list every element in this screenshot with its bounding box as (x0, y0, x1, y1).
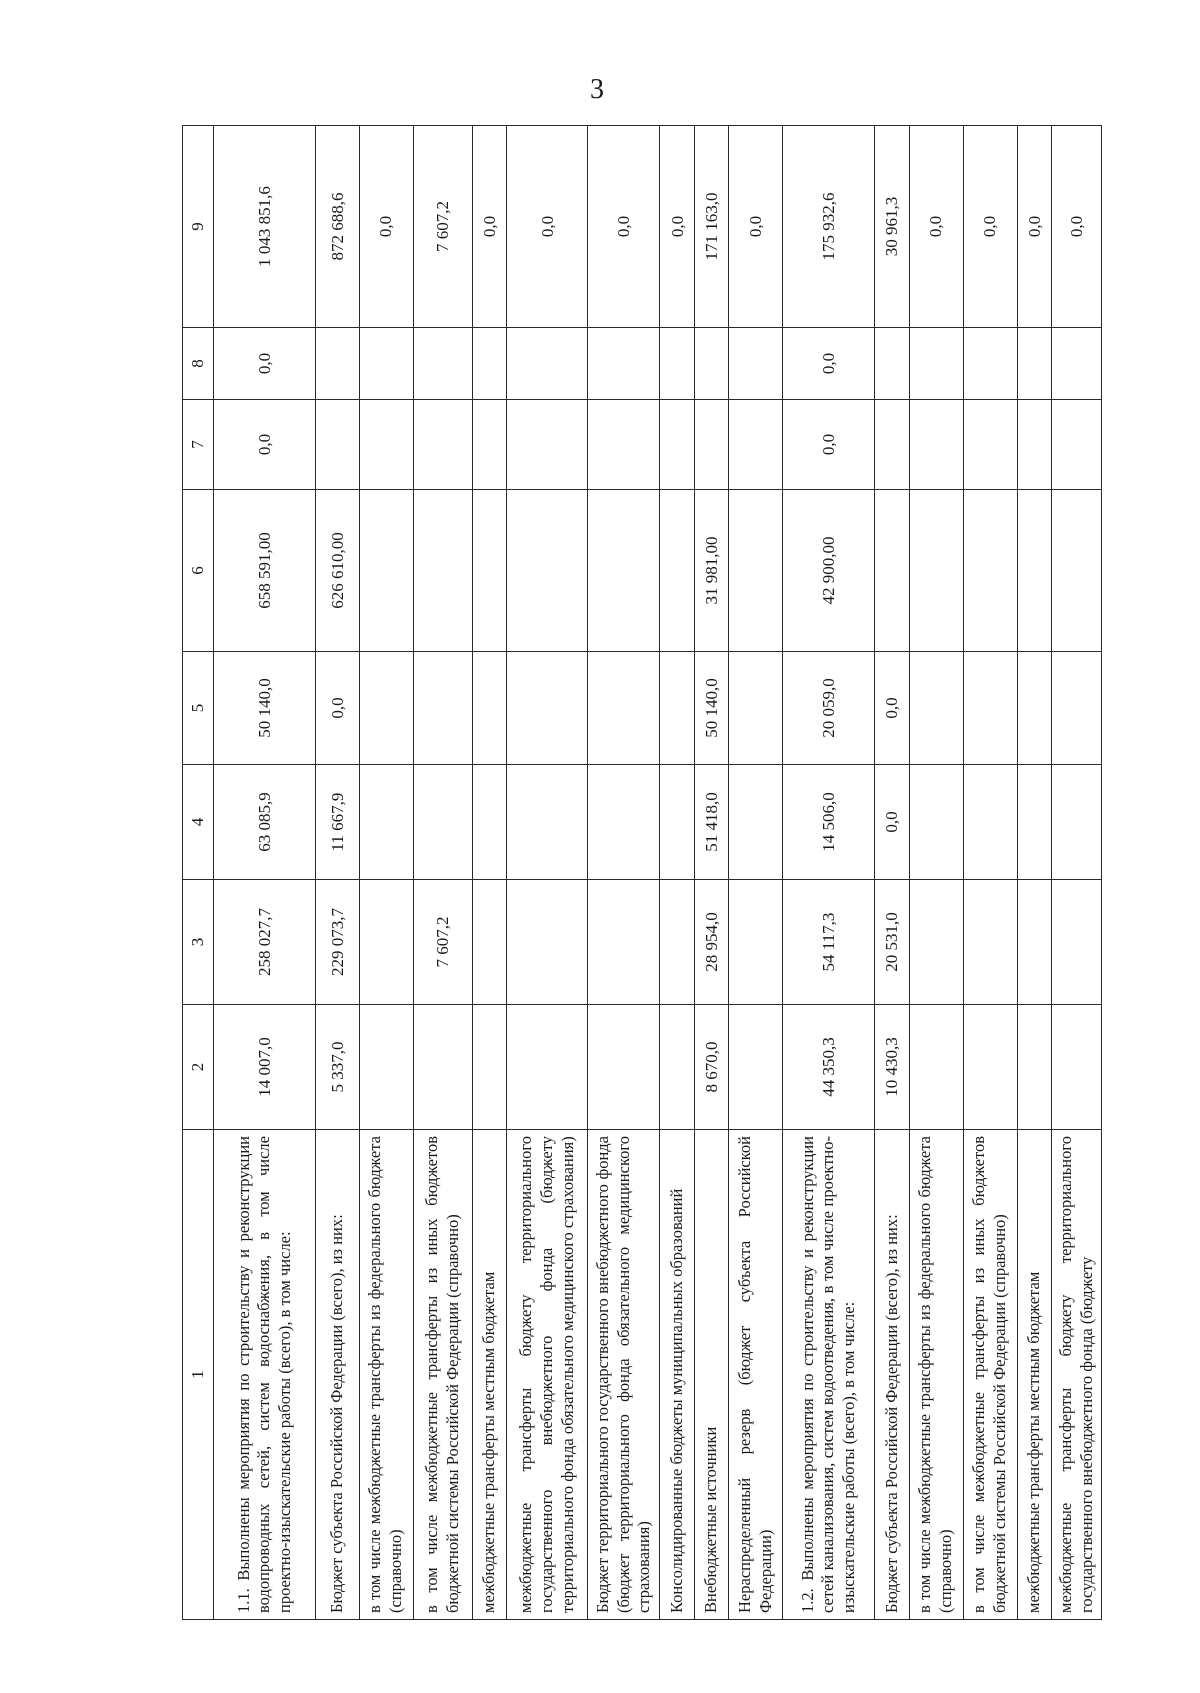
value-cell: 0,0 (875, 652, 910, 765)
value-cell (1052, 490, 1102, 652)
value-cell (507, 328, 588, 400)
value-cell (359, 490, 413, 652)
row-description: Внебюджетные источники (694, 1130, 729, 1620)
value-cell: 0,0 (729, 126, 783, 328)
value-cell (588, 765, 660, 880)
value-cell: 44 350,3 (783, 1005, 875, 1130)
value-cell (729, 652, 783, 765)
table-row (909, 126, 963, 1620)
value-cell (472, 652, 507, 765)
value-cell: 5 337,0 (316, 1005, 359, 1130)
value-cell (588, 328, 660, 400)
row-description: межбюджетные трансферты местным бюджетам (1017, 1130, 1052, 1620)
value-cell (1052, 880, 1102, 1005)
value-cell (1017, 1005, 1052, 1130)
value-cell (909, 328, 963, 400)
row-description: в том числе межбюджетные трансферты из иных бюджетов бюджетной системы Российской Федерации (справочно) (963, 1130, 1017, 1620)
value-cell (1052, 328, 1102, 400)
value-cell (963, 490, 1017, 652)
value-cell (875, 490, 910, 652)
value-cell (660, 652, 695, 765)
value-cell (507, 490, 588, 652)
row-description: Консолидированные бюджеты муниципальных образований (660, 1130, 695, 1620)
value-cell (472, 328, 507, 400)
value-cell (507, 1005, 588, 1130)
row-description: Бюджет территориального государственного внебюджетного фонда (бюджет территориального фонда обязательного медицинского страхования) (588, 1130, 660, 1620)
value-cell (472, 880, 507, 1005)
column-header: 3 (183, 880, 214, 1005)
value-cell (413, 328, 472, 400)
column-header: 1 (183, 1130, 214, 1620)
value-cell (1052, 1005, 1102, 1130)
value-cell (729, 765, 783, 880)
value-cell: 0,0 (660, 126, 695, 328)
value-cell: 1 043 851,6 (214, 126, 316, 328)
budget-table (182, 125, 1102, 1620)
column-header: 9 (183, 126, 214, 328)
table-header-row (183, 126, 214, 1620)
value-cell (413, 1005, 472, 1130)
value-cell (963, 328, 1017, 400)
value-cell (588, 1005, 660, 1130)
table-row (963, 126, 1017, 1620)
value-cell (909, 880, 963, 1005)
value-cell (359, 1005, 413, 1130)
value-cell (729, 328, 783, 400)
value-cell: 0,0 (1017, 126, 1052, 328)
value-cell (359, 765, 413, 880)
value-cell (909, 1005, 963, 1130)
value-cell: 10 430,3 (875, 1005, 910, 1130)
value-cell: 0,0 (783, 328, 875, 400)
value-cell: 8 670,0 (694, 1005, 729, 1130)
value-cell: 14 007,0 (214, 1005, 316, 1130)
row-description: Нераспределенный резерв (бюджет субъекта Российской Федерации) (729, 1130, 783, 1620)
value-cell: 0,0 (588, 126, 660, 328)
value-cell: 14 506,0 (783, 765, 875, 880)
row-description: межбюджетные трансферты бюджету территориального государственного внебюджетного фонда (бюджету (1052, 1130, 1102, 1620)
value-cell (660, 400, 695, 490)
row-description: Бюджет субъекта Российской Федерации (всего), из них: (875, 1130, 910, 1620)
value-cell: 0,0 (316, 652, 359, 765)
value-cell: 0,0 (875, 765, 910, 880)
row-description: 1.1. Выполнены мероприятия по строительству и реконструкции водопроводных сетей, систем водоснабжения, в том числе проектно-изыскательские работы (всего), в том числе: (214, 1130, 316, 1620)
value-cell: 0,0 (963, 126, 1017, 328)
value-cell (660, 328, 695, 400)
value-cell (963, 880, 1017, 1005)
value-cell (1052, 652, 1102, 765)
value-cell: 50 140,0 (694, 652, 729, 765)
value-cell: 872 688,6 (316, 126, 359, 328)
value-cell: 626 610,00 (316, 490, 359, 652)
value-cell: 28 954,0 (694, 880, 729, 1005)
value-cell (694, 400, 729, 490)
value-cell: 50 140,0 (214, 652, 316, 765)
value-cell (875, 328, 910, 400)
value-cell (507, 400, 588, 490)
value-cell (1017, 490, 1052, 652)
value-cell (1017, 652, 1052, 765)
value-cell (1017, 765, 1052, 880)
table-row (660, 126, 695, 1620)
value-cell (909, 765, 963, 880)
value-cell (359, 400, 413, 490)
table-row (1052, 126, 1102, 1620)
row-description: Бюджет субъекта Российской Федерации (всего), из них: (316, 1130, 359, 1620)
row-description: в том числе межбюджетные трансферты из федерального бюджета (справочно) (359, 1130, 413, 1620)
value-cell (413, 765, 472, 880)
table-row (359, 126, 413, 1620)
value-cell (359, 652, 413, 765)
row-description: межбюджетные трансферты местным бюджетам (472, 1130, 507, 1620)
value-cell (909, 490, 963, 652)
value-cell: 7 607,2 (413, 880, 472, 1005)
value-cell (729, 400, 783, 490)
value-cell (660, 1005, 695, 1130)
value-cell (472, 1005, 507, 1130)
value-cell: 658 591,00 (214, 490, 316, 652)
table-row (694, 126, 729, 1620)
table-row (588, 126, 660, 1620)
table-row (1017, 126, 1052, 1620)
column-header: 2 (183, 1005, 214, 1130)
value-cell (963, 652, 1017, 765)
value-cell (909, 652, 963, 765)
value-cell (729, 1005, 783, 1130)
column-header: 8 (183, 328, 214, 400)
value-cell (359, 328, 413, 400)
value-cell: 171 163,0 (694, 126, 729, 328)
value-cell: 51 418,0 (694, 765, 729, 880)
value-cell: 0,0 (783, 400, 875, 490)
value-cell: 31 981,00 (694, 490, 729, 652)
value-cell (660, 880, 695, 1005)
value-cell (316, 400, 359, 490)
column-header: 5 (183, 652, 214, 765)
value-cell (359, 880, 413, 1005)
value-cell (660, 490, 695, 652)
value-cell (588, 880, 660, 1005)
value-cell (413, 652, 472, 765)
value-cell: 0,0 (909, 126, 963, 328)
value-cell: 20 531,0 (875, 880, 910, 1005)
table-row (729, 126, 783, 1620)
value-cell: 63 085,9 (214, 765, 316, 880)
column-header: 6 (183, 490, 214, 652)
value-cell (963, 1005, 1017, 1130)
value-cell (588, 652, 660, 765)
table-row (472, 126, 507, 1620)
value-cell: 0,0 (359, 126, 413, 328)
table-row (413, 126, 472, 1620)
table-row (214, 126, 316, 1620)
value-cell: 20 059,0 (783, 652, 875, 765)
value-cell (588, 400, 660, 490)
value-cell: 175 932,6 (783, 126, 875, 328)
value-cell: 229 073,7 (316, 880, 359, 1005)
column-header: 7 (183, 400, 214, 490)
rotated-table-wrapper (182, 126, 1102, 1620)
row-description: в том числе межбюджетные трансферты из федерального бюджета (справочно) (909, 1130, 963, 1620)
value-cell (472, 765, 507, 880)
value-cell: 0,0 (472, 126, 507, 328)
value-cell (729, 880, 783, 1005)
value-cell (1017, 328, 1052, 400)
value-cell (507, 652, 588, 765)
value-cell: 0,0 (214, 400, 316, 490)
value-cell (660, 765, 695, 880)
value-cell (413, 490, 472, 652)
value-cell: 0,0 (214, 328, 316, 400)
value-cell (694, 328, 729, 400)
value-cell (1017, 880, 1052, 1005)
value-cell (507, 765, 588, 880)
value-cell: 11 667,9 (316, 765, 359, 880)
row-description: межбюджетные трансферты бюджету территориального государственного внебюджетного фонда (бюджету территориального фонда обязательного медицинского страхования) (507, 1130, 588, 1620)
value-cell (729, 490, 783, 652)
value-cell: 258 027,7 (214, 880, 316, 1005)
value-cell: 7 607,2 (413, 126, 472, 328)
value-cell: 0,0 (507, 126, 588, 328)
value-cell (963, 400, 1017, 490)
value-cell (1052, 765, 1102, 880)
value-cell (875, 400, 910, 490)
value-cell (472, 400, 507, 490)
value-cell (588, 490, 660, 652)
value-cell (909, 400, 963, 490)
value-cell: 42 900,00 (783, 490, 875, 652)
value-cell (963, 765, 1017, 880)
value-cell: 0,0 (1052, 126, 1102, 328)
value-cell (507, 880, 588, 1005)
value-cell: 54 117,3 (783, 880, 875, 1005)
page-number: 3 (590, 74, 604, 105)
value-cell (472, 490, 507, 652)
row-description: 1.2. Выполнены мероприятия по строительству и реконструкции сетей канализования, систем водоотведения, в том числе проектно-изыскательские работы (всего), в том числе: (783, 1130, 875, 1620)
value-cell (1017, 400, 1052, 490)
table-row (783, 126, 875, 1620)
row-description: в том числе межбюджетные трансферты из иных бюджетов бюджетной системы Российской Федерации (справочно) (413, 1130, 472, 1620)
table-row (316, 126, 359, 1620)
value-cell (316, 328, 359, 400)
value-cell: 30 961,3 (875, 126, 910, 328)
column-header: 4 (183, 765, 214, 880)
value-cell (1052, 400, 1102, 490)
value-cell (413, 400, 472, 490)
table-row (875, 126, 910, 1620)
table-row (507, 126, 588, 1620)
table-body (214, 126, 1102, 1620)
